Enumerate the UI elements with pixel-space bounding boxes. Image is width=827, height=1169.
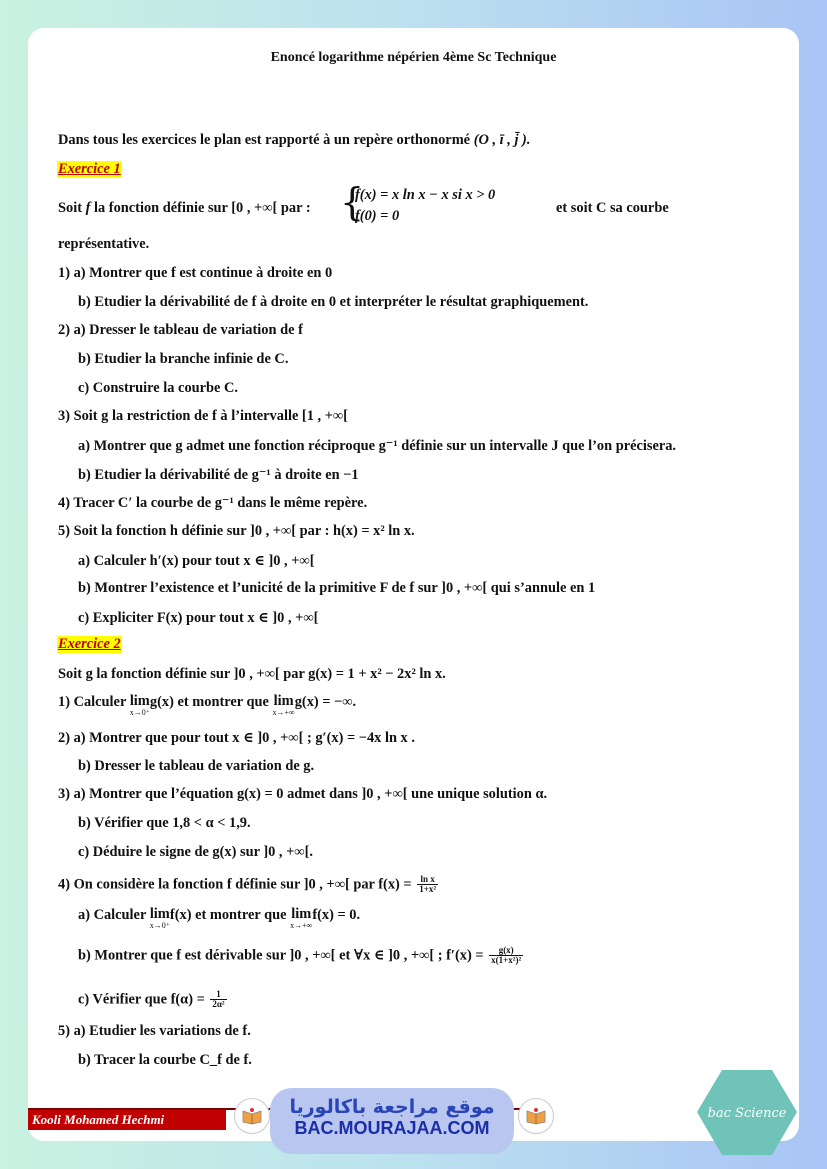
limit-3-sub: x→0⁺ <box>149 921 170 931</box>
ex2-q5a: 5) a) Etudier les variations de f. <box>58 1023 251 1039</box>
limit-3-label: lim <box>149 906 170 922</box>
ex2-q1 <box>58 694 356 717</box>
bac-science-badge <box>692 1065 802 1160</box>
ex1-q3: 3) Soit g la restriction de f à l’intervalle [1 , +∞[ <box>58 408 348 424</box>
limit-2-sub: x→+∞ <box>272 708 295 718</box>
intro-line <box>58 132 530 149</box>
ex2-q4-text: 4) On considère la fonction f définie sur ]0 , +∞[ par f(x) = <box>58 876 412 893</box>
limit-1 <box>130 694 150 717</box>
ex2-q4a <box>78 907 360 930</box>
ex2-q2a: 2) a) Montrer que pour tout x ∈ ]0 , +∞[ ; g′(x) = −4x ln x . <box>58 730 415 746</box>
ex1-q1a: 1) a) Montrer que f est continue à droite en 0 <box>58 265 333 281</box>
limit-1-label: lim <box>129 693 150 709</box>
fraction-f-num: ln x <box>417 875 438 885</box>
fraction-fprime <box>489 946 523 966</box>
exercise-2-title: Exercice 2 <box>58 636 121 652</box>
fraction-fprime-num: g(x) <box>489 946 523 956</box>
ex2-q4c <box>78 990 229 1010</box>
ex1-def-cont: représentative. <box>58 236 150 252</box>
site-banner[interactable] <box>270 1088 514 1154</box>
ex1-q3a: a) Montrer que g admet une fonction réciproque g⁻¹ définie sur un intervalle J que l’on précisera. <box>78 438 677 454</box>
ex2-q4a-3: f(x) = 0. <box>312 907 361 923</box>
limit-2 <box>273 694 295 717</box>
ex1-def-mid: la fonction définie sur [0 , +∞[ par : <box>94 200 311 216</box>
fraction-f-den: 1+x² <box>419 884 437 895</box>
ex2-q3a: 3) a) Montrer que l’équation g(x) = 0 admet dans ]0 , +∞[ une unique solution α. <box>58 786 548 802</box>
ex1-system-line-1: f(x) = x ln x − x si x > 0 <box>355 187 496 203</box>
ex2-q5b: b) Tracer la courbe C_f de f. <box>78 1052 252 1068</box>
ex1-q2b: b) Etudier la branche infinie de C. <box>78 351 289 367</box>
ex1-q5c: c) Expliciter F(x) pour tout x ∈ ]0 , +∞[ <box>78 610 319 626</box>
site-url[interactable]: BAC.MOURAJAA.COM <box>294 1118 490 1138</box>
ex2-q1-b: g(x) et montrer que <box>149 694 269 710</box>
book-icon <box>241 1107 263 1125</box>
ex2-q4a-2: f(x) et montrer que <box>169 907 287 923</box>
limit-3 <box>150 907 170 930</box>
ex2-q3c: c) Déduire le signe de g(x) sur ]0 , +∞[. <box>78 844 313 860</box>
book-icon <box>525 1107 547 1125</box>
system-brace: { <box>340 180 365 224</box>
exercise-1-title: Exercice 1 <box>58 161 121 177</box>
limit-4-sub: x→+∞ <box>290 921 313 931</box>
ex1-q5: 5) Soit la fonction h définie sur ]0 , +∞[ par : h(x) = x² ln x. <box>58 523 415 539</box>
ex2-q4b <box>78 946 525 966</box>
ex1-def-end: et soit C sa courbe <box>556 200 669 216</box>
ex2-q2b: b) Dresser le tableau de variation de g. <box>78 758 315 774</box>
ex1-system-line-2: f(0) = 0 <box>355 208 400 224</box>
ex1-definition <box>58 200 311 217</box>
limit-4-label: lim <box>291 906 312 922</box>
fraction-fprime-den: x(1+x²)² <box>491 955 522 966</box>
intro-text: Dans tous les exercices le plan est rapporté à un repère orthonormé <box>58 132 471 148</box>
limit-2-label: lim <box>273 693 294 709</box>
ex2-q1-a: 1) Calculer <box>58 694 127 710</box>
intro-repere: (O , ī , j̄ ). <box>473 132 531 148</box>
ex1-def-f: f <box>85 200 91 216</box>
ex1-q5b: b) Montrer l’existence et l’unicité de la primitive F de f sur ]0 , +∞[ qui s’annule en 1 <box>78 580 596 596</box>
ex2-definition: Soit g la fonction définie sur ]0 , +∞[ par g(x) = 1 + x² − 2x² ln x. <box>58 666 446 682</box>
author-name: Kooli Mohamed Hechmi <box>28 1110 226 1130</box>
ex1-q2c: c) Construire la courbe C. <box>78 380 239 396</box>
fraction-falpha-den: 2α² <box>212 999 225 1010</box>
ex1-q3b: b) Etudier la dérivabilité de g⁻¹ à droite en −1 <box>78 467 359 483</box>
book-logo-right <box>518 1098 554 1134</box>
ex2-q4b-text: b) Montrer que f est dérivable sur ]0 , +∞[ et ∀x ∈ ]0 , +∞[ ; f′(x) = <box>78 947 484 964</box>
ex2-q1-c: g(x) = −∞. <box>294 694 357 710</box>
ex1-q1b: b) Etudier la dérivabilité de f à droite en 0 et interpréter le résultat graphiquement. <box>78 294 589 310</box>
fraction-falpha <box>210 990 226 1010</box>
ex1-q4: 4) Tracer C′ la courbe de g⁻¹ dans le même repère. <box>58 495 368 511</box>
ex2-q4a-1: a) Calculer <box>78 907 147 923</box>
fraction-f <box>417 875 438 895</box>
ex2-q4c-text: c) Vérifier que f(α) = <box>78 991 205 1008</box>
page-title: Enoncé logarithme népérien 4ème Sc Technique <box>270 50 557 65</box>
ex1-q5a: a) Calculer h′(x) pour tout x ∈ ]0 , +∞[ <box>78 553 315 569</box>
ex1-q2a: 2) a) Dresser le tableau de variation de f <box>58 322 303 338</box>
limit-1-sub: x→0⁺ <box>129 708 150 718</box>
limit-4 <box>290 907 312 930</box>
book-logo-left <box>234 1098 270 1134</box>
badge-text: bac Science <box>707 1106 787 1121</box>
ex1-def-start: Soit <box>58 200 82 216</box>
ex2-q3b: b) Vérifier que 1,8 < α < 1,9. <box>78 815 251 831</box>
ex2-q4 <box>58 875 440 895</box>
site-name-arabic: موقع مراجعة باكالوريا <box>289 1096 495 1118</box>
fraction-falpha-num: 1 <box>210 990 226 1000</box>
